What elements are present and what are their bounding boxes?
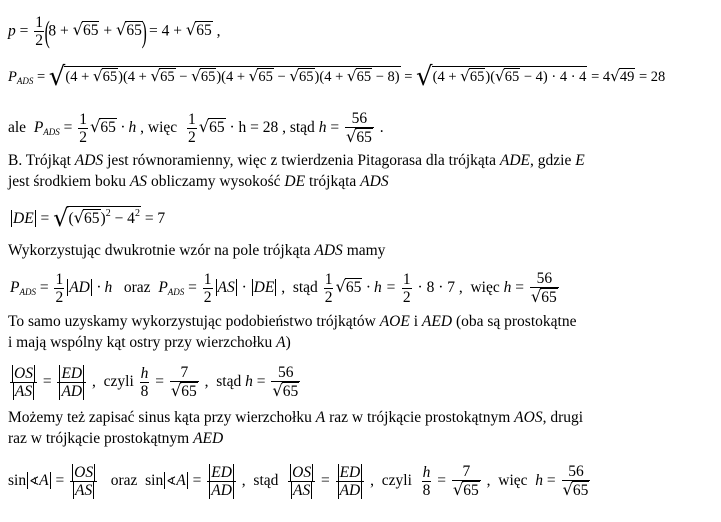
right-paren: ) [141,14,147,50]
equation-de: DE = $√(√65)^2 - 4^2 = 7$ [13,204,166,232]
angle-icon: ∢ [29,473,40,488]
sqrt-65: √65 [115,20,142,40]
paragraph-mozemy-line1: Możemy też zapisać sinus kąta przy wierzchołku A raz w trójkącie prostokątnym AOS, drugi [8,409,584,426]
equation-ale: ale $P_{ADS}$ = $\frac{1}{2}$ √65 · h , więc $\frac{1}{2}$ √65 · h = 28 , stąd h = $\frac{56}{√65}$ . [8,110,384,147]
equation-sine: sin ∢A = $\frac{OS}{AS}$ oraz sin ∢A = $\frac{ED}{AD}$ , stąd $\frac{OS}{AS}$ = $\frac{ED}{AD}$ , czyli $\frac{h}{8}$ = $\frac{7}{√65}$ , więc h = $\frac{56}{√65}$ [8,463,589,500]
paragraph-b-line2: jest środkiem boku AS obliczamy wysokość DE trójkąta ADS [8,173,389,190]
paragraph-wykorzystujac: Wykorzystując dwukrotnie wzór na pole trójkąta ADS mamy [8,242,386,259]
equation-area-two-ways: $P_{ADS}$ = $\frac{1}{2}$ AD · h oraz $P_{ADS}$ = $\frac{1}{2}$ AS · DE , stąd $\frac{1}{2}$ √65 · h = $\frac{1}{2}$ · 8 · 7 , więc h = $\frac{56}{√65}$ [10,270,557,307]
angle-icon: ∢ [166,473,177,488]
paragraph-b-line1: B. Trójkąt ADS jest równoramienny, więc z twierdzenia Pitagorasa dla trójkąta ADE, gdzie E [8,152,585,169]
paragraph-tosamo-line1: To samo uzyskamy wykorzystując podobieństwo trójkątów AOE i AED (oba są prostokątne [8,313,577,330]
equation-area-heron: $P_{ADS} = √(4 + √65)(4 + √65 - √65)(4 + √65 - √65)(4 + √65 - 8) = √(4 + √65)(√65 - 4) \cdot 4 \cdot 4 = 4√49 = 28$ [8,62,666,92]
sqrt-65: √65 [185,20,212,40]
fraction-half: $\frac{1}{2}$ [79,110,88,146]
paragraph-tosamo-line2: i mają wspólny kąt ostry przy wierzchołku A) [8,334,291,351]
eq-sign: = [19,22,29,40]
paragraph-mozemy-line2: raz w trójkącie prostokątnym AED [8,430,224,447]
sqrt-49: √49 [610,67,635,85]
fraction-half: $\frac{1}{2}$ [35,14,43,50]
fraction-56-sqrt65: $\frac{56}{√65}$ [345,110,372,147]
sqrt-heron: √(4 + √65)(4 + √65 − √65)(4 + √65 − √65)(4 + √65 − 8) [48,62,400,92]
var-p: p [8,22,16,40]
left-paren: ( [44,14,50,50]
equation-p: p = $\frac{1}{2}$ (8 + √65 + √65) = 4 + √65 , [8,14,221,50]
sqrt-65: √65 [72,20,99,40]
equation-proportion: $\frac{OS}{AS}$ = $\frac{ED}{AD}$ , czyli $\frac{h}{8}$ = $\frac{7}{√65}$ , stąd h = $\frac{56}{√65}$ [8,364,302,401]
sqrt-simplified: √(4 + √65)(√65 − 4) · 4 · 4 [416,62,587,92]
